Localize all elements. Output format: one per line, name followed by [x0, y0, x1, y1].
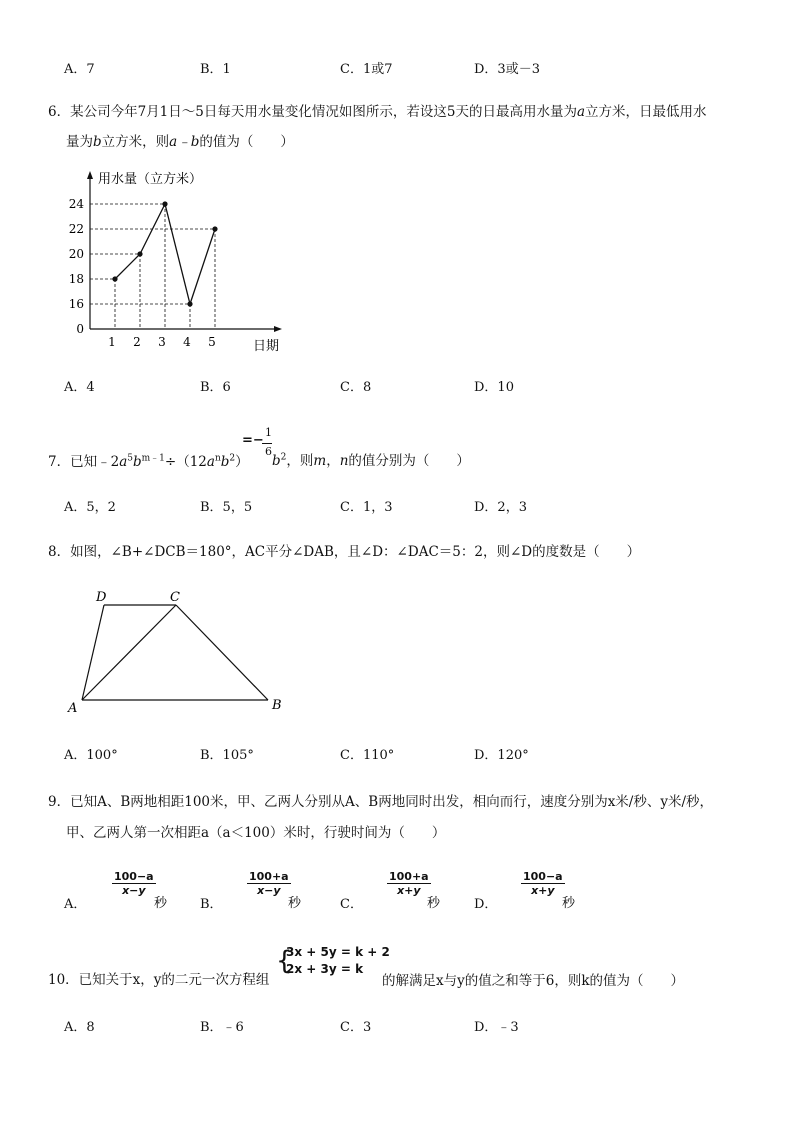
label-d: D [96, 590, 107, 605]
edge-da [82, 605, 104, 700]
q9-option-d-letter: D． [474, 897, 498, 912]
y-tick-label: 20 [68, 247, 84, 261]
q7-frac-bar [262, 443, 272, 444]
y-tick-label: 22 [68, 222, 84, 236]
q9-option-a-unit: 秒 [154, 896, 168, 911]
q10-option-c: C．3 [340, 1020, 372, 1035]
diagonal-ac [82, 605, 176, 700]
q9-text-line2: 甲、乙两人第一次相距a（a＜100）米时，行驶时间为（ ） [66, 825, 446, 841]
label-c: C [170, 590, 180, 605]
q5-option-d: D．3或－3 [474, 62, 540, 77]
q9-option-b-letter: B． [200, 897, 223, 912]
data-point [187, 301, 192, 306]
q9-option-c-letter: C． [340, 897, 363, 912]
water-usage-chart [60, 165, 300, 365]
q9-option-b-fraction: $\frac{100+a}{x-y}$ [249, 870, 289, 897]
q7-rhs: $b^2$，则m，n的值分别为（ ） [272, 452, 470, 469]
q10-option-d: D．﹣3 [474, 1020, 519, 1035]
x-tick-label: 4 [183, 335, 191, 349]
q7-option-a: A．5，2 [64, 500, 116, 515]
q9-option-d-unit: 秒 [562, 896, 576, 911]
y-tick-label: 16 [68, 297, 84, 311]
q8-option-a: A．100° [64, 748, 118, 763]
q7-frac-num: 1 [265, 426, 272, 439]
q6-option-d: D．10 [474, 380, 514, 395]
x-axis-label: 日期 [253, 339, 280, 354]
data-point [212, 226, 217, 231]
q8-option-c: C．110° [340, 748, 395, 763]
q9-option-c-unit: 秒 [427, 896, 441, 911]
y-axis-label: 用水量（立方米） [98, 172, 203, 187]
q7-frac-den: 6 [265, 445, 272, 458]
q6-option-c: C．8 [340, 380, 372, 395]
label-a: A [68, 701, 78, 716]
q5-option-c: C．1或7 [340, 62, 393, 77]
q9-option-d-fraction: $\frac{100-a}{x+y}$ [523, 870, 563, 897]
y-tick-label: 0 [76, 322, 84, 336]
q9-option-c-fraction: $\frac{100+a}{x+y}$ [389, 870, 429, 897]
q10-eq1: 3x + 5y = k + 2 [286, 945, 390, 959]
edge-cb [176, 605, 268, 700]
data-point [162, 201, 167, 206]
q7-option-b: B．5，5 [200, 500, 253, 515]
x-tick-label: 3 [158, 335, 166, 349]
label-b: B [272, 698, 282, 713]
q10-option-b: B．﹣6 [200, 1020, 244, 1035]
q7-text: 7．已知$﹣2a^5b^{m﹣1}\div(12a^nb^2)$ [48, 453, 249, 470]
q8-option-d: D．120° [474, 748, 529, 763]
q7-equals: =− [242, 433, 264, 448]
q7-option-d: D．2，3 [474, 500, 527, 515]
q6-option-a: A．4 [64, 380, 95, 395]
q5-option-b: B．1 [200, 62, 231, 77]
q6-text-line1: 6．某公司今年7月1日～5日每天用水量变化情况如图所示，若设这5天的日最高用水量为a立方米，日最低用水 [48, 104, 707, 120]
q10-option-a: A．8 [64, 1020, 95, 1035]
x-tick-label: 5 [208, 335, 216, 349]
q10-eq2: 2x + 3y = k [286, 962, 364, 976]
q6-text-line2: 量为b立方米，则a﹣b的值为（ ） [66, 134, 294, 150]
q7-option-c: C．1，3 [340, 500, 393, 515]
y-tick-label: 18 [68, 272, 84, 286]
q8-option-b: B．105° [200, 748, 254, 763]
q9-option-b-unit: 秒 [288, 896, 302, 911]
x-tick-label: 2 [133, 335, 141, 349]
q5-option-a: A．7 [64, 62, 95, 77]
x-axis-arrow [274, 326, 282, 332]
q8-text: 8．如图，∠B+∠DCB＝180°，AC平分∠DAB，且∠D：∠DAC＝5：2，则∠D的度数是（ ） [48, 544, 641, 560]
q10-suffix: 的解满足x与y的值之和等于6，则k的值为（ ） [382, 973, 685, 989]
y-axis-arrow [87, 171, 93, 179]
x-tick-label: 1 [108, 335, 116, 349]
q9-text-line1: 9．已知A、B两地相距100米，甲、乙两人分别从A、B两地同时出发，相向而行，速度分别为x米/秒、y米/秒， [48, 794, 714, 810]
data-point [112, 276, 117, 281]
q10-prefix: 10．已知关于x，y的二元一次方程组 [48, 972, 270, 988]
q9-option-a-letter: A． [64, 897, 87, 912]
q10-brace: { [276, 946, 293, 976]
q6-option-b: B．6 [200, 380, 231, 395]
y-tick-label: 24 [68, 197, 84, 211]
data-point [137, 251, 142, 256]
q9-option-a-fraction: $\frac{100-a}{x-y}$ [114, 870, 154, 897]
trapezoid-figure [60, 585, 300, 720]
